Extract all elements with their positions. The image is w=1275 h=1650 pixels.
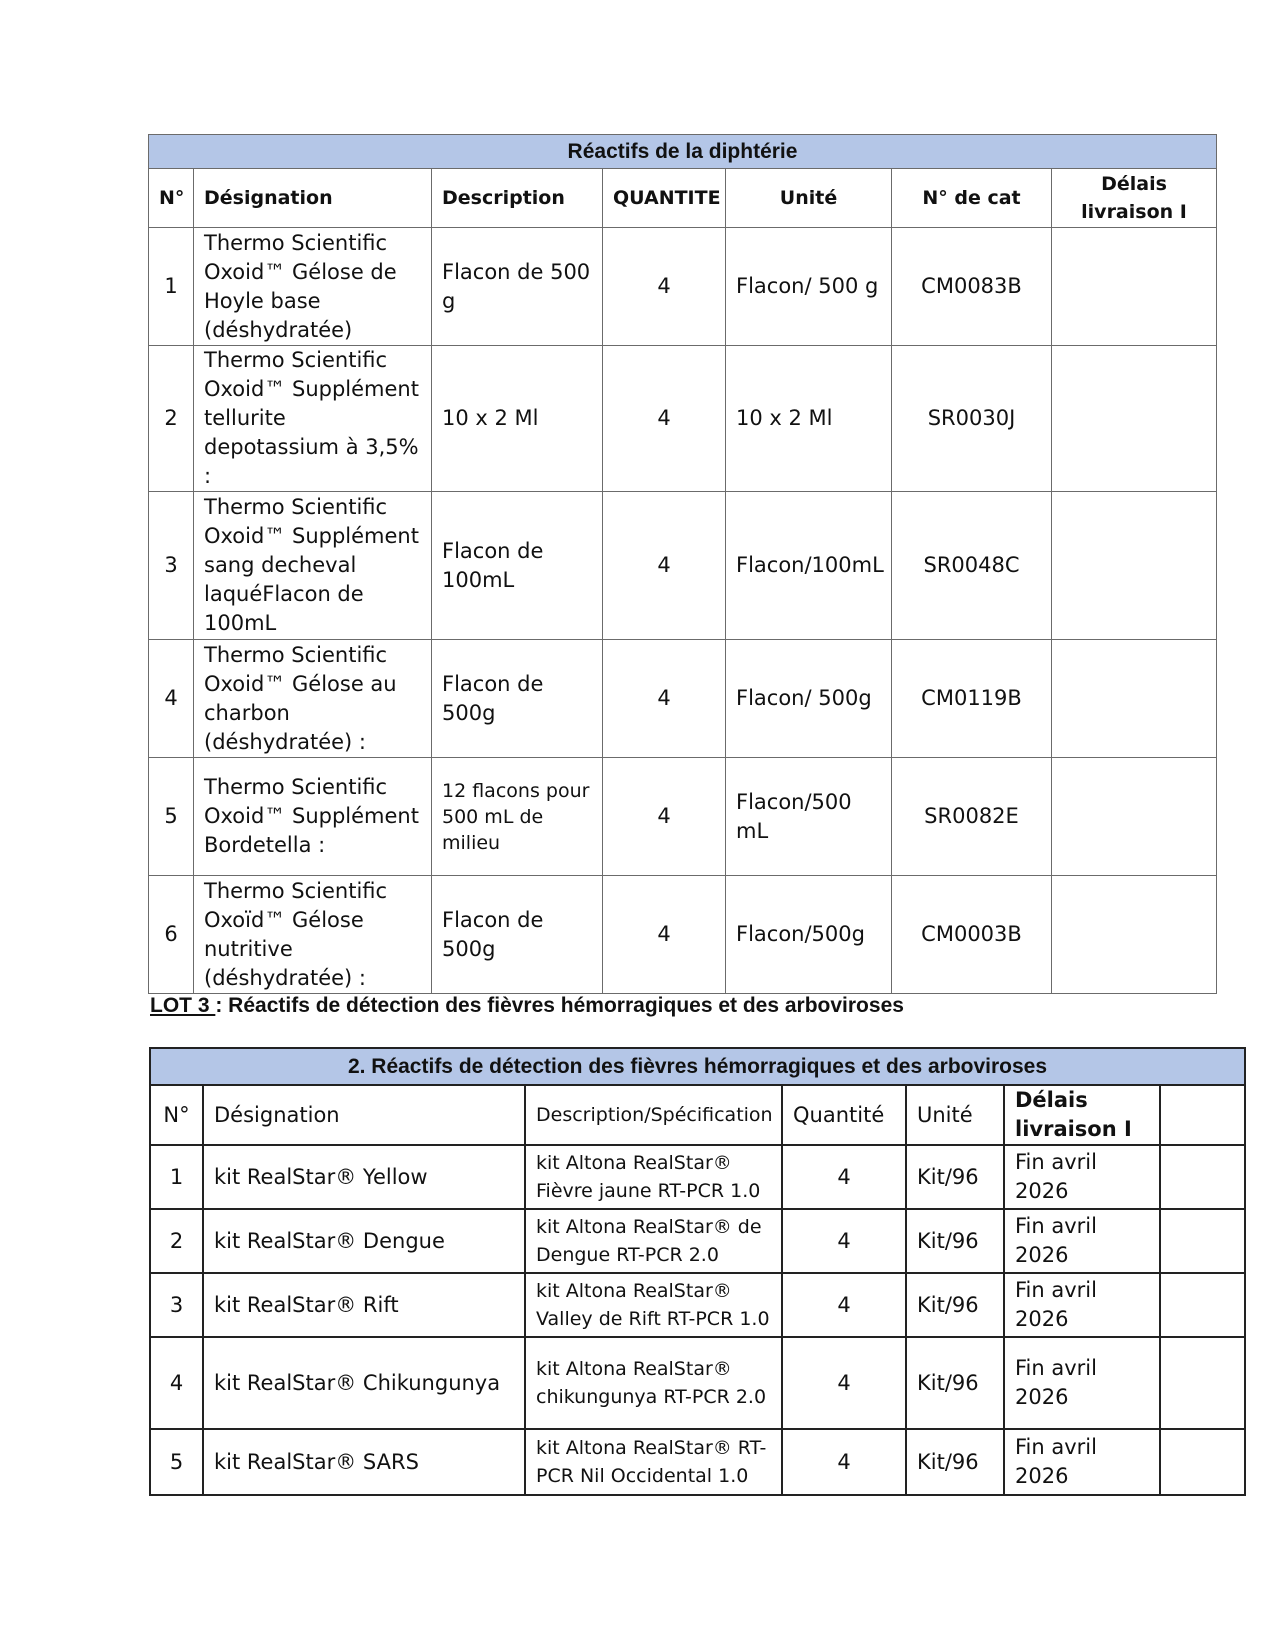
cell-designation: Thermo Scientific Oxoïd™ Gélose nutritive (déshydratée) : — [194, 876, 432, 994]
cell-delai — [1052, 492, 1217, 640]
header-cat: N° de cat — [892, 169, 1052, 228]
header-quantite: QUANTITE — [603, 169, 726, 228]
cell-delai — [1052, 876, 1217, 994]
table-row — [149, 758, 1217, 876]
cell-no: 2 — [149, 346, 194, 492]
cell-description: Flacon de 500g — [432, 640, 603, 758]
cell-unite: Kit/96 — [906, 1273, 1004, 1337]
cell-extra — [1160, 1429, 1245, 1495]
table-title: Réactifs de la diphtérie — [149, 135, 1217, 169]
table-row — [149, 228, 1217, 346]
header-designation: Désignation — [194, 169, 432, 228]
cell-extra — [1160, 1273, 1245, 1337]
table-row — [150, 1273, 1245, 1337]
cell-description: 12 flacons pour 500 mL de milieu — [432, 758, 603, 876]
cell-delai — [1052, 758, 1217, 876]
cell-quantite: 4 — [782, 1337, 906, 1429]
header-delai: Délais livraison I — [1052, 169, 1217, 228]
cell-description: kit Altona RealStar® de Dengue RT-PCR 2.0 — [525, 1209, 782, 1273]
header-description: Description/Spécification — [525, 1085, 782, 1145]
cell-unite: 10 x 2 Ml — [726, 346, 892, 492]
cell-unite: Kit/96 — [906, 1209, 1004, 1273]
cell-unite: Flacon/ 500 g — [726, 228, 892, 346]
cell-designation: kit RealStar® Chikungunya — [203, 1337, 525, 1429]
cell-no: 6 — [149, 876, 194, 994]
table-title: 2. Réactifs de détection des fièvres hémorragiques et des arboviroses — [150, 1048, 1245, 1085]
cell-delai: Fin avril 2026 — [1004, 1145, 1160, 1209]
header-unite: Unité — [726, 169, 892, 228]
cell-quantite: 4 — [782, 1209, 906, 1273]
cell-no: 2 — [150, 1209, 203, 1273]
cell-quantite: 4 — [603, 346, 726, 492]
table-header-row — [149, 169, 1217, 228]
cell-quantite: 4 — [603, 492, 726, 640]
cell-extra — [1160, 1337, 1245, 1429]
cell-quantite: 4 — [782, 1145, 906, 1209]
cell-designation: kit RealStar® SARS — [203, 1429, 525, 1495]
cell-cat: CM0119B — [892, 640, 1052, 758]
cell-no: 3 — [150, 1273, 203, 1337]
cell-cat: CM0083B — [892, 228, 1052, 346]
cell-designation: kit RealStar® Dengue — [203, 1209, 525, 1273]
cell-description: Flacon de 500 g — [432, 228, 603, 346]
cell-delai — [1052, 640, 1217, 758]
cell-designation: kit RealStar® Yellow — [203, 1145, 525, 1209]
cell-cat: CM0003B — [892, 876, 1052, 994]
cell-unite: Flacon/500 mL — [726, 758, 892, 876]
cell-designation: Thermo Scientific Oxoid™ Gélose au charbon (déshydratée) : — [194, 640, 432, 758]
lot-heading — [150, 994, 904, 1018]
header-delai: Délais livraison I — [1004, 1085, 1160, 1145]
cell-quantite: 4 — [782, 1273, 906, 1337]
table-row — [150, 1337, 1245, 1429]
cell-unite: Kit/96 — [906, 1429, 1004, 1495]
cell-quantite: 4 — [603, 876, 726, 994]
cell-unite: Kit/96 — [906, 1145, 1004, 1209]
cell-description: Flacon de 100mL — [432, 492, 603, 640]
cell-delai: Fin avril 2026 — [1004, 1337, 1160, 1429]
header-quantite: Quantité — [782, 1085, 906, 1145]
cell-quantite: 4 — [603, 758, 726, 876]
cell-no: 4 — [150, 1337, 203, 1429]
cell-unite: Kit/96 — [906, 1337, 1004, 1429]
table-row — [150, 1209, 1245, 1273]
cell-description: kit Altona RealStar® Valley de Rift RT-PCR 1.0 — [525, 1273, 782, 1337]
lot-label: LOT 3 — [150, 994, 216, 1017]
cell-unite: Flacon/ 500g — [726, 640, 892, 758]
cell-description: kit Altona RealStar® Fièvre jaune RT-PCR 1.0 — [525, 1145, 782, 1209]
cell-description: Flacon de 500g — [432, 876, 603, 994]
header-unite: Unité — [906, 1085, 1004, 1145]
table-header-row — [150, 1085, 1245, 1145]
cell-description: 10 x 2 Ml — [432, 346, 603, 492]
cell-delai: Fin avril 2026 — [1004, 1429, 1160, 1495]
cell-cat: SR0030J — [892, 346, 1052, 492]
cell-description: kit Altona RealStar® RT-PCR Nil Occidental 1.0 — [525, 1429, 782, 1495]
cell-no: 5 — [149, 758, 194, 876]
table-row — [149, 346, 1217, 492]
cell-description: kit Altona RealStar® chikungunya RT-PCR 2.0 — [525, 1337, 782, 1429]
table-row — [150, 1429, 1245, 1495]
cell-delai — [1052, 346, 1217, 492]
table-row — [150, 1145, 1245, 1209]
cell-quantite: 4 — [782, 1429, 906, 1495]
cell-no: 1 — [150, 1145, 203, 1209]
cell-delai: Fin avril 2026 — [1004, 1209, 1160, 1273]
cell-no: 4 — [149, 640, 194, 758]
cell-unite: Flacon/100mL — [726, 492, 892, 640]
cell-cat: SR0048C — [892, 492, 1052, 640]
cell-extra — [1160, 1209, 1245, 1273]
diphtheria-reagents-table — [148, 134, 1217, 994]
table-row — [149, 640, 1217, 758]
header-designation: Désignation — [203, 1085, 525, 1145]
table-row — [149, 876, 1217, 994]
cell-designation: Thermo Scientific Oxoid™ Supplément tellurite depotassium à 3,5% : — [194, 346, 432, 492]
cell-no: 3 — [149, 492, 194, 640]
cell-quantite: 4 — [603, 640, 726, 758]
cell-no: 1 — [149, 228, 194, 346]
header-no: N° — [149, 169, 194, 228]
lot-text: : Réactifs de détection des fièvres hémorragiques et des arboviroses — [215, 994, 904, 1017]
cell-quantite: 4 — [603, 228, 726, 346]
table-row — [149, 492, 1217, 640]
cell-designation: Thermo Scientific Oxoid™ Supplément sang decheval laquéFlacon de 100mL — [194, 492, 432, 640]
header-extra — [1160, 1085, 1245, 1145]
cell-unite: Flacon/500g — [726, 876, 892, 994]
cell-designation: Thermo Scientific Oxoid™ Gélose de Hoyle base (déshydratée) — [194, 228, 432, 346]
cell-delai — [1052, 228, 1217, 346]
cell-extra — [1160, 1145, 1245, 1209]
cell-no: 5 — [150, 1429, 203, 1495]
header-description: Description — [432, 169, 603, 228]
cell-designation: kit RealStar® Rift — [203, 1273, 525, 1337]
cell-designation: Thermo Scientific Oxoid™ Supplément Bordetella : — [194, 758, 432, 876]
cell-delai: Fin avril 2026 — [1004, 1273, 1160, 1337]
hemorrhagic-fever-reagents-table — [149, 1047, 1246, 1496]
header-no: N° — [150, 1085, 203, 1145]
cell-cat: SR0082E — [892, 758, 1052, 876]
